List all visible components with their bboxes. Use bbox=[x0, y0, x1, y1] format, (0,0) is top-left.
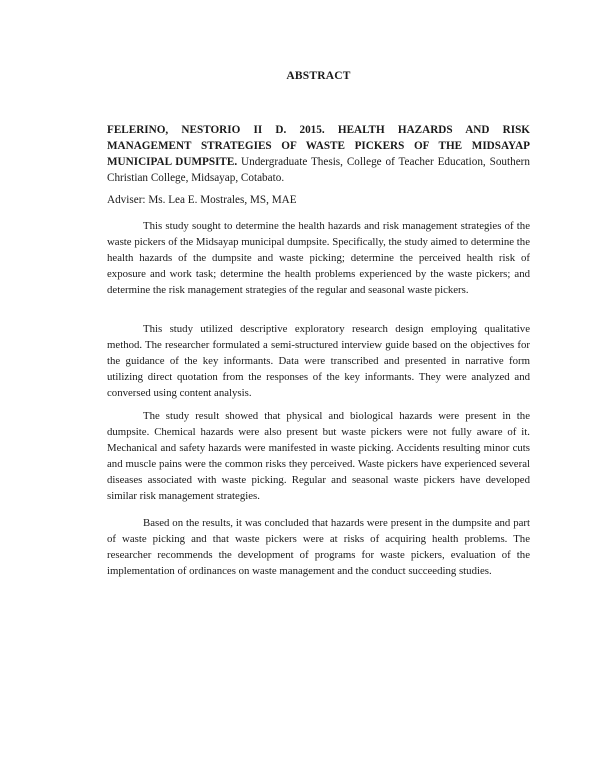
thesis-citation bbox=[107, 122, 530, 186]
abstract-heading: ABSTRACT bbox=[286, 70, 351, 82]
citation-author-title: FELERINO, NESTORIO II D. 2015. HEALTH HAZARDS AND RISK MANAGEMENT STRATEGIES OF WASTE PICKERS OF THE MIDSAYAP MUNICIPAL DUMPSITE. bbox=[107, 124, 530, 168]
abstract-paragraph-method: This study utilized descriptive exploratory research design employing qualitative method. The researcher formulated a semi-structured interview guide based on the objectives for the guidance of the key informants. Data were transcribed and presented in narrative form utilizing direct quotation from the responses of the key informants. They were analyzed and conversed using content analysis. bbox=[107, 323, 530, 399]
abstract-paragraph-results: The study result showed that physical and biological hazards were present in the dumpsite. Chemical hazards were also present but waste pickers were not fully aware of it. Mechanical and safety hazards were manifested in waste picking. Accidents resulting minor cuts and muscle pains were the common risks they perceived. Waste pickers have experienced several diseases associated with waste picking. Regular and seasonal waste pickers have developed similar risk management strategies. bbox=[107, 410, 530, 502]
adviser-line: Adviser: Ms. Lea E. Mostrales, MS, MAE bbox=[107, 194, 297, 206]
abstract-paragraph-conclusion: Based on the results, it was concluded that hazards were present in the dumpsite and part of waste picking and that waste pickers were at risks of acquiring health problems. The researcher recommends the development of programs for waste pickers, evaluation of the implementation of ordinances on waste management and the conduct succeeding studies. bbox=[107, 517, 530, 577]
abstract-paragraph-purpose: This study sought to determine the health hazards and risk management strategies of the waste pickers of the Midsayap municipal dumpsite. Specifically, the study aimed to determine the health hazards of the dumpsite and waste picking; determine the perceived health risk of exposure and work task; determine the health problems experienced by the waste pickers; and determine the risk management strategies of the regular and seasonal waste pickers. bbox=[107, 220, 530, 296]
citation-publication-info: Undergraduate Thesis, College of Teacher Education, Southern Christian College, Midsayap, Cotabato. bbox=[107, 156, 530, 184]
